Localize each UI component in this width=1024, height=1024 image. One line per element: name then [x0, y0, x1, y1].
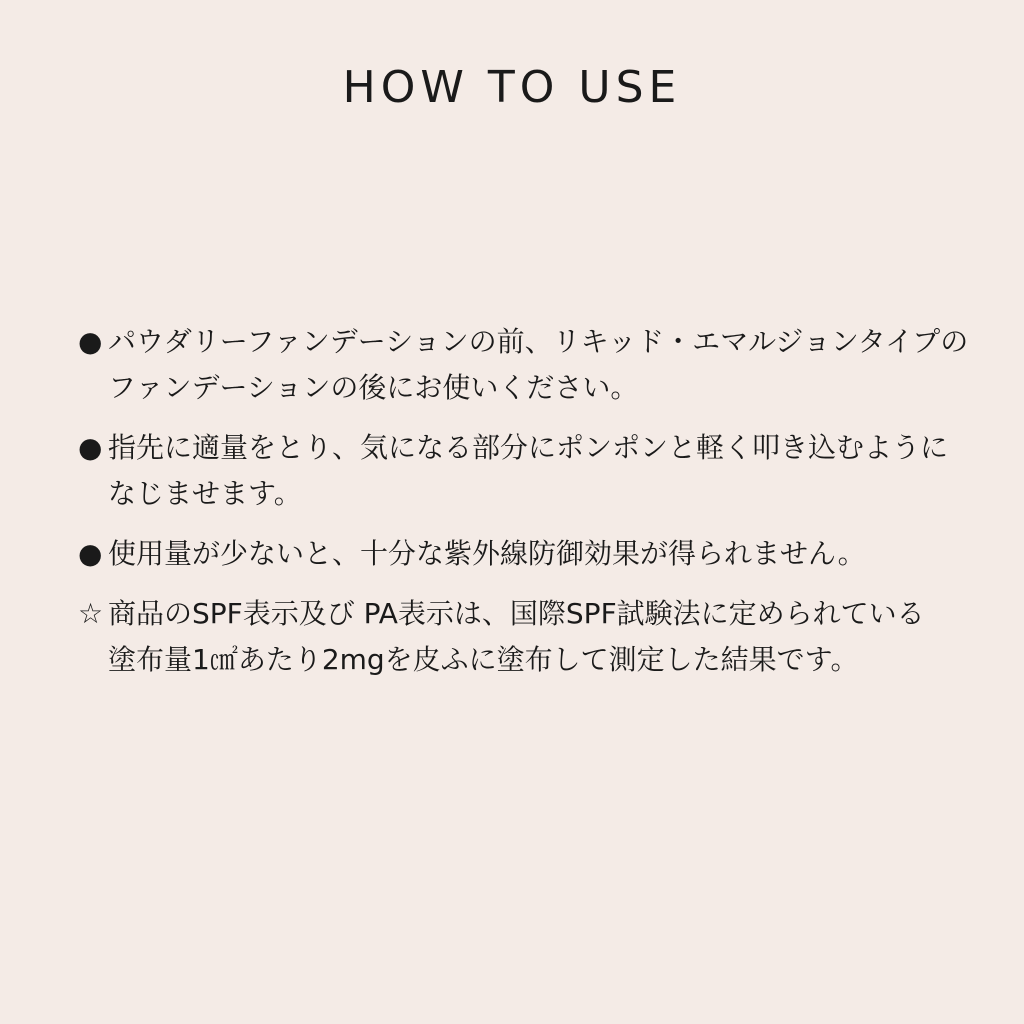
usage-note: [78, 425, 978, 517]
note-line: 指先に適量をとり、気になる部分にポンポンと軽く叩き込むように: [108, 431, 949, 464]
usage-notes-list: [78, 319, 978, 697]
note-line: ファンデーションの後にお使いください。: [108, 371, 639, 404]
note-line: 商品のSPF表示及び PA表示は、国際SPF試験法に定められている: [108, 597, 925, 630]
star-marker: ☆: [78, 597, 104, 630]
page-title: HOW TO USE: [342, 62, 682, 113]
usage-note: [78, 319, 978, 411]
note-line: なじませます。: [108, 477, 302, 510]
note-line: 塗布量1㎠あたり2mgを皮ふに塗布して測定した結果です。: [108, 643, 859, 676]
spf-disclaimer-note: [78, 591, 978, 683]
bullet-marker: ●: [78, 431, 103, 464]
bullet-marker: ●: [78, 537, 103, 570]
note-line: パウダリーファンデーションの前、リキッド・エマルジョンタイプの: [108, 325, 969, 358]
note-line: 使用量が少ないと、十分な紫外線防御効果が得られません。: [108, 537, 866, 570]
bullet-marker: ●: [78, 325, 103, 358]
usage-note: [78, 531, 978, 577]
